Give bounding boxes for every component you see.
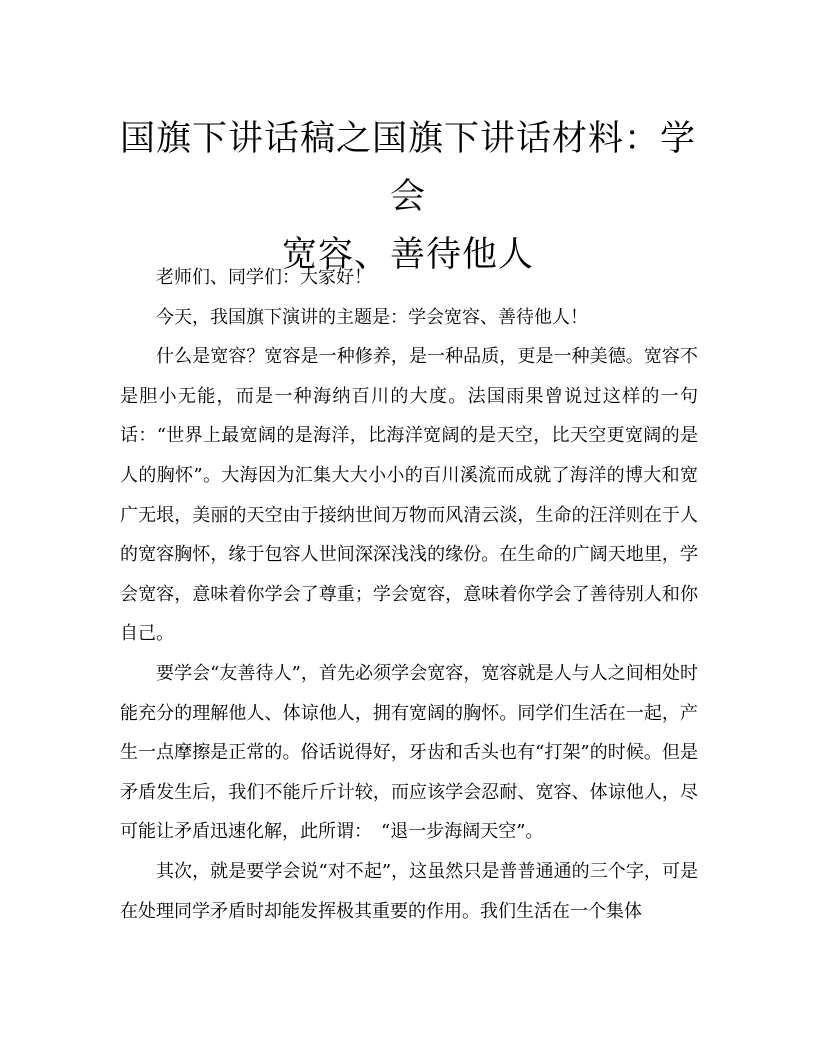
paragraph-what-is-tolerance: 什么是宽容？宽容是一种修养，是一种品质，更是一种美德。宽容不是胆小无能，而是一种海纳百川的大度。法国雨果曾说过这样的一句话：“世界上最宽阔的是海洋，比海洋宽阔的是天空，比天空更宽阔的是人的胸怀”。大海因为汇集大大小小的百川溪流而成就了海洋的博大和宽广无垠，美丽的天空由于接纳世间万物而风清云淡，生命的汪洋则在于人的宽容胸怀，缘于包容人世间深深浅浅的缘份。在生命的广阔天地里，学会宽容，意味着你学会了尊重；学会宽容，意味着你学会了善待别人和你自己。 [120,346,698,645]
paragraph-theme: 今天，我国旗下演讲的主题是：学会宽容、善待他人！ [156,306,588,328]
paragraph-greeting: 老师们、同学们：大家好！ [156,267,372,288]
paragraph-say-sorry: 其次，就是要学会说“对不起”，这虽然只是普普通通的三个字，可是在处理同学矛盾时却能发挥极其重要的作用。我们生活在一个集体 [120,860,698,922]
title-line-1: 国旗下讲话稿之国旗下讲话材料：学会 [119,119,696,217]
document-body [120,258,698,931]
paragraph-be-kind: 要学会“友善待人”，首先必须学会宽容，宽容就是人与人之间相处时能充分的理解他人、体谅他人，拥有宽阔的胸怀。同学们生活在一起，产生一点摩擦是正常的。俗话说得好，牙齿和舌头也有“打架”的时候。但是矛盾发生后，我们不能斤斤计较，而应该学会忍耐、宽容、体谅他人，尽可能让矛盾迅速化解，此所谓： “退一步海阔天空”。 [120,662,698,843]
title-line-2: 宽容、善待他人 [281,235,534,275]
